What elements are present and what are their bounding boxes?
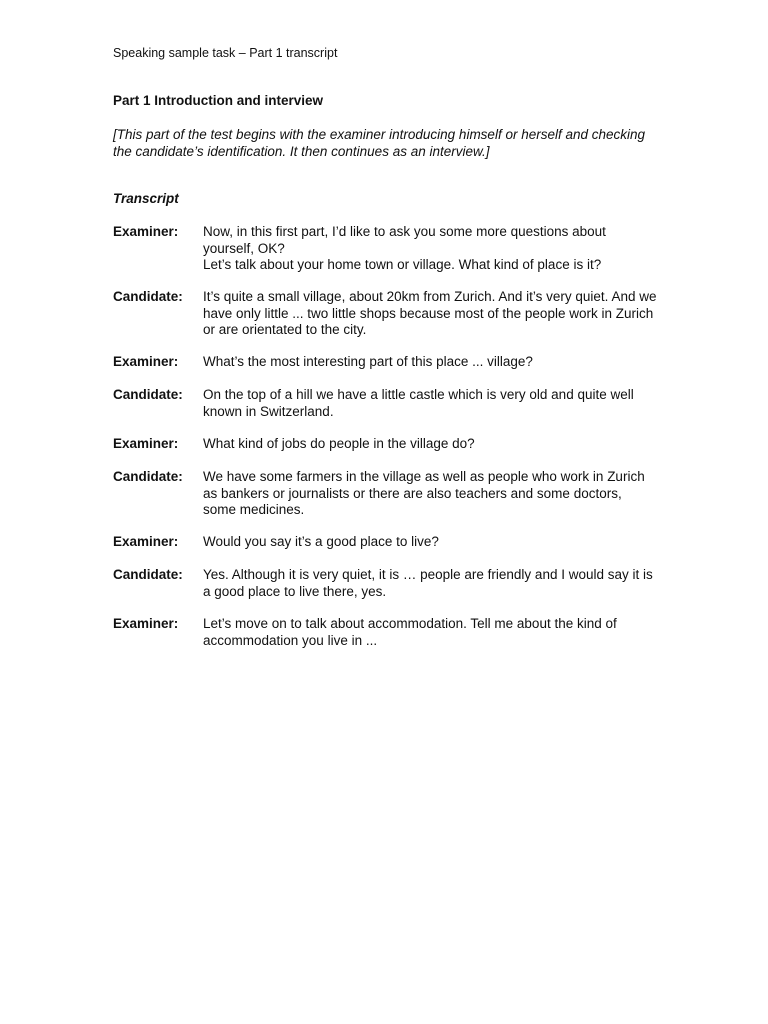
speech-text [203,354,658,371]
speaker-label: Candidate: [113,387,183,402]
speech-text [203,387,658,420]
transcript-heading: Transcript [113,191,179,206]
speech-text [203,469,658,519]
speaker-label: Candidate: [113,469,183,484]
speech-text [203,534,658,551]
running-header: Speaking sample task – Part 1 transcript [113,46,338,60]
speech-text [203,289,658,339]
speech-line: Now, in this first part, I’d like to ask you some more questions about yourself, OK? [203,224,606,256]
speaker-label: Examiner: [113,616,179,631]
speech-line: We have some farmers in the village as well as people who work in Zurich as bankers or journalists or there are also teachers and some doctors, some medicines. [203,469,645,517]
speech-text [203,436,658,453]
speaker-label: Examiner: [113,436,179,451]
speech-line: Yes. Although it is very quiet, it is … people are friendly and I would say it is a good place to live there, yes. [203,567,653,599]
speech-line: What kind of jobs do people in the village do? [203,436,475,451]
speech-line: It’s quite a small village, about 20km from Zurich. And it’s very quiet. And we have only little ... two little shops because most of the people work in Zurich or are orientated to the city. [203,289,657,337]
speaker-label: Examiner: [113,534,179,549]
speaker-label: Examiner: [113,224,179,239]
speech-line: Let’s talk about your home town or village. What kind of place is it? [203,257,602,272]
speech-text [203,616,658,649]
speech-line: Let’s move on to talk about accommodation. Tell me about the kind of accommodation you live in ... [203,616,617,648]
speaker-label: Examiner: [113,354,179,369]
speech-text [203,567,658,600]
speech-line: On the top of a hill we have a little castle which is very old and quite well known in Switzerland. [203,387,634,419]
speech-line: Would you say it’s a good place to live? [203,534,439,549]
intro-note: [This part of the test begins with the examiner introducing himself or herself and checking the candidate’s identification. It then continues as an interview.] [113,127,646,159]
speech-text [203,224,658,274]
speaker-label: Candidate: [113,567,183,582]
section-title: Part 1 Introduction and interview [113,93,324,108]
speech-line: What’s the most interesting part of this place ... village? [203,354,533,369]
speaker-label: Candidate: [113,289,183,304]
